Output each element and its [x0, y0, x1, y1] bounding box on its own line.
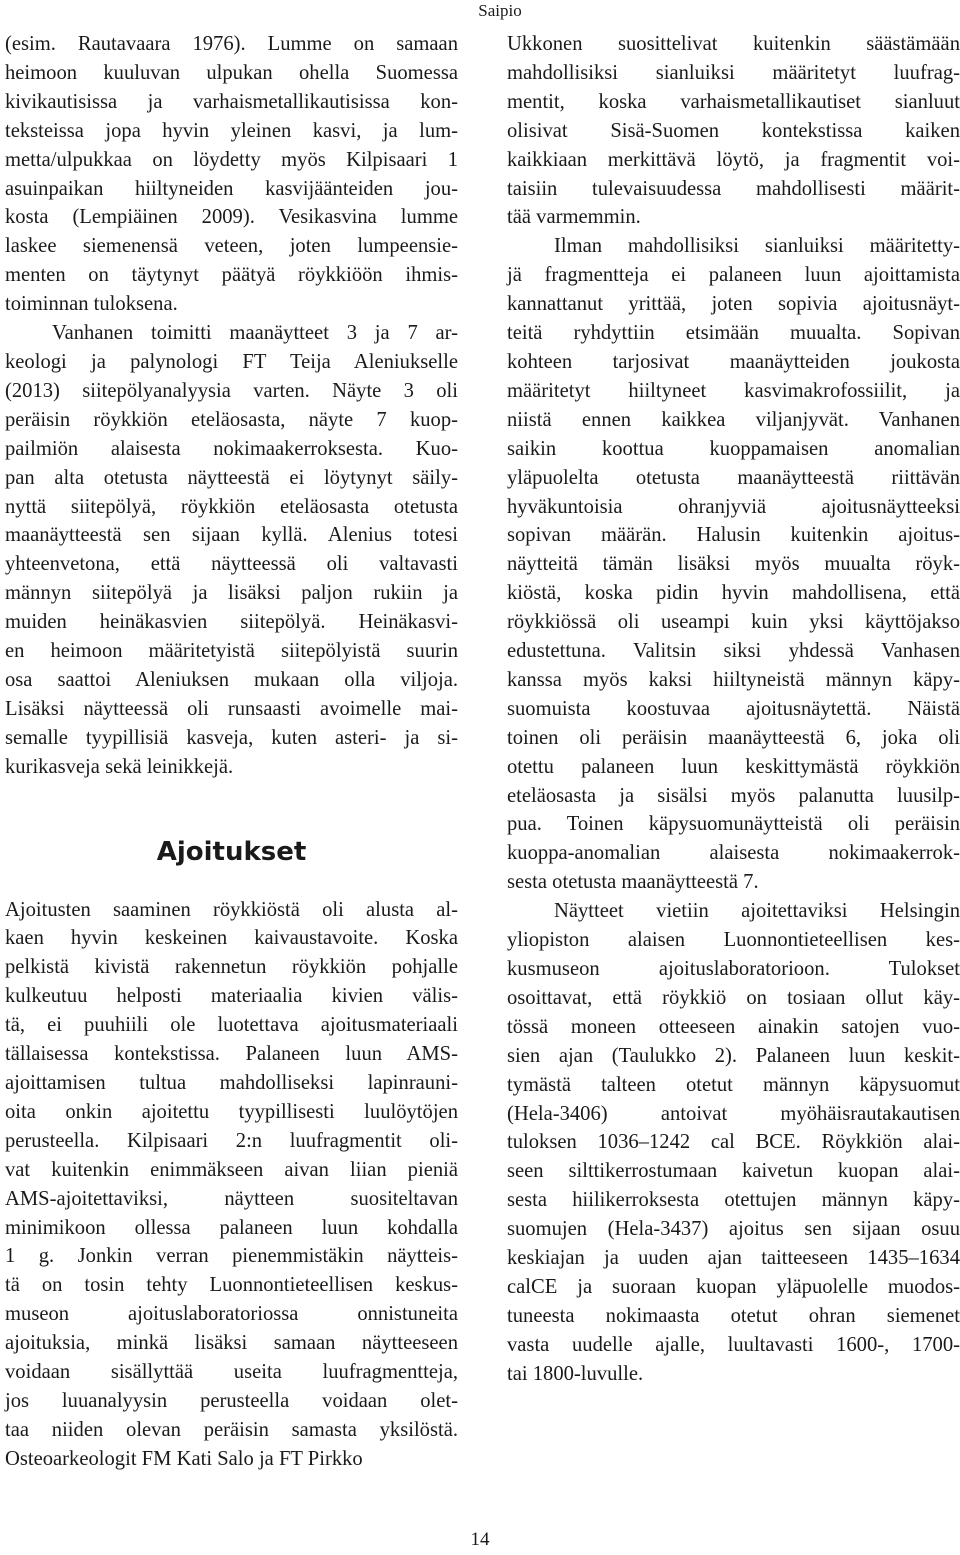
- text-line: kulkeutuu helposti materiaalia kivien välis-: [5, 985, 458, 1008]
- text-line: pua. Toinen käpysuomunäytteistä oli peräisin: [507, 813, 960, 836]
- text-line: kusmuseon ajoituslaboratorioon. Tulokset: [507, 958, 960, 980]
- text-line: keskiajan ja uuden ajan taitteeseen 1435–1634: [507, 1247, 960, 1270]
- text-line: osoittavat, että röykkiö on tosiaan ollut käy-: [507, 986, 960, 1009]
- text-line: tä on tosin tehty Luonnontieteellisen keskus-: [5, 1274, 458, 1297]
- text-line: tössä moneen otteeseen ainakin satojen vuo-: [507, 1015, 960, 1038]
- text-line: oita onkin ajoitettu tyypillisesti luulöytöjen: [5, 1100, 458, 1123]
- text-line: seen silttikerrostumaan kaivetun kuopan alai-: [507, 1160, 960, 1183]
- text-line: jos luuanalyysin perusteella voidaan olet-: [5, 1389, 458, 1412]
- text-line: tymästä talteen otetut männyn käpysuomut: [507, 1073, 960, 1096]
- section-heading-ajoitukset: Ajoitukset: [156, 836, 307, 867]
- text-line: edustettuna. Valitsin siksi yhdessä Vanhasen: [507, 640, 960, 663]
- text-line: röykkiössä oli useampi kuin yksi käyttöjakso: [507, 611, 960, 634]
- paragraph-ukkonen: [507, 30, 960, 232]
- text-line: teitä ryhdyttiin etsimään muualta. Sopivan: [507, 322, 960, 345]
- text-line: calCE ja suoraan kuopan yläpuolelle muodos-: [507, 1275, 960, 1298]
- text-line: mahdollisiksi sianluiksi määritetyt luufrag-: [507, 61, 960, 84]
- text-line: kivikautisissa ja varhaismetallikautisissa kon-: [5, 90, 458, 113]
- text-line: maanäytteestä sen sijaan kyllä. Alenius totesi: [5, 524, 458, 547]
- text-line: toinen oli peräisin maanäytteestä 6, joka oli: [507, 726, 960, 749]
- text-line: sesta hiilikerroksesta otettujen männyn käpy-: [507, 1189, 960, 1212]
- text-line: museon ajoituslaboratoriossa onnistuneita: [5, 1303, 458, 1326]
- text-line: voidaan sisällyttää useita luufragmentteja,: [5, 1361, 458, 1384]
- text-line: tuneesta nokimaasta otetut ohran siemenet: [507, 1304, 960, 1327]
- text-line: eteläosasta ja sisälsi myös palanutta luusilp-: [507, 784, 960, 807]
- text-line: tä, ei puuhiili ole luotettava ajoitusmateriaali: [5, 1014, 458, 1037]
- text-line: suomuista koostuvaa ajoitusnäytettä. Näistä: [507, 697, 960, 720]
- text-line: Ukkonen suosittelivat kuitenkin säästämään: [507, 33, 960, 55]
- text-line: en heimoon määritetyistä siitepölyistä suurin: [5, 640, 458, 663]
- text-line: vat kuitenkin enimmäkseen aivan liian pieniä: [5, 1158, 458, 1181]
- running-header: Saipio: [478, 1, 522, 20]
- text-line: kaikkiaan merkittävä löytö, ja fragmentit voi-: [507, 148, 960, 171]
- text-line: ajoituksia, minkä lisäksi samaan näytteeseen: [5, 1332, 458, 1355]
- page-number: 14: [470, 1529, 490, 1550]
- text-line: yliopiston alaisen Luonnontieteellisen kes-: [507, 929, 960, 952]
- text-line: saikin koottua kuoppamaisen anomalian: [507, 437, 960, 460]
- text-line: kohteen tarjosivat maanäytteiden joukosta: [507, 350, 960, 373]
- text-line: olisivat Sisä-Suomen kontekstissa kaiken: [507, 119, 960, 142]
- text-line: sien ajan (Taulukko 2). Palaneen luun keskit-: [507, 1044, 960, 1067]
- text-line: AMS-ajoitettaviksi, näytteen suositeltavan: [5, 1187, 458, 1210]
- text-line: minimikoon ollessa palaneen luun kohdalla: [5, 1216, 458, 1239]
- text-line: pelkistä kivistä rakennetun röykkiön pohjalle: [5, 956, 458, 979]
- paragraph-ilman: [507, 232, 960, 897]
- text-line: otettu palaneen luun keskittymästä röykkiön: [507, 755, 960, 778]
- text-line: (2013) siitepölyanalyysia varten. Näyte 3 oli: [5, 379, 458, 402]
- text-line: Lisäksi näytteessä oli runsaasti avoimelle mai-: [5, 697, 458, 720]
- text-line: peräisin röykkiön eteläosasta, näyte 7 kuop-: [5, 408, 458, 431]
- left-column: [5, 30, 458, 1474]
- text-line: männyn siitepölyä ja lisäksi paljon rukiin ja: [5, 582, 458, 605]
- text-line: yhteenvetona, että näytteessä oli valtavasti: [5, 553, 458, 576]
- text-line: laskee siemenensä veteen, joten lumpeensie-: [5, 235, 458, 258]
- text-line: tai 1800-luvulle.: [507, 1362, 644, 1385]
- text-line: Näytteet vietiin ajoitettaviksi Helsingin: [554, 900, 960, 923]
- text-line: yläpuolelta otetusta maanäytteestä riittävän: [507, 466, 960, 489]
- text-line: kuoppa-anomalian alaisesta nokimaakerrok-: [507, 842, 960, 865]
- text-line: muiden heinäkasvien siitepölyä. Heinäkasvi-: [5, 611, 458, 634]
- text-line: suomujen (Hela-3437) ajoitus sen sijaan osuu: [507, 1218, 960, 1241]
- text-line: niistä ennen kaikkea viljanjyvät. Vanhanen: [507, 408, 960, 431]
- text-line: kaen hyvin keskeinen kaivaustavoite. Koska: [5, 927, 458, 950]
- text-line: kanssa myös kaksi hiiltyneistä männyn käpy-: [507, 668, 960, 691]
- text-line: asuinpaikan hiiltyneiden kasvijäänteiden jou-: [5, 177, 458, 200]
- paragraph-vanhanen-samples: [5, 319, 458, 782]
- text-line: Vanhanen toimitti maanäytteet 3 ja 7 ar-: [52, 322, 458, 345]
- text-line: taa niiden olevan peräisin samasta yksilöstä.: [5, 1418, 458, 1441]
- text-line: määritetyt hiiltyneet kasvimakrofossiilit, ja: [507, 379, 960, 402]
- text-line: vasta uudelle ajalle, luultavasti 1600-, 1700-: [507, 1333, 960, 1356]
- text-line: menten on täytynyt päätyä röykkiöön ihmis-: [5, 264, 458, 287]
- paragraph-naytteet: [507, 897, 960, 1388]
- text-line: tuloksen 1036–1242 cal BCE. Röykkiön alai-: [507, 1131, 960, 1154]
- text-line: pan alta otetusta näytteestä ei löytynyt säily-: [5, 466, 458, 489]
- paragraph-ajoitusten: [5, 896, 458, 1474]
- text-line: tää varmemmin.: [507, 206, 641, 229]
- text-line: (esim. Rautavaara 1976). Lumme on samaan: [5, 33, 458, 55]
- text-line: kiöstä, koska pidin hyvin mahdollisena, että: [507, 582, 960, 605]
- text-line: keologi ja palynologi FT Teija Aleniukselle: [5, 350, 458, 373]
- text-line: Ajoitusten saaminen röykkiöstä oli alusta al-: [5, 898, 458, 921]
- text-line: mentit, koska varhaismetallikautiset sianluut: [507, 90, 960, 113]
- text-line: Ilman mahdollisiksi sianluiksi määritetty-: [554, 235, 960, 258]
- text-line: heimoon kuuluvan ulpukan ohella Suomessa: [5, 61, 458, 84]
- text-line: metta/ulpukkaa on löydetty myös Kilpisaari 1: [5, 148, 458, 171]
- text-line: hyväkuntoisia ohranjyviä ajoitusnäytteeksi: [507, 495, 960, 518]
- text-line: semalle tyypillisiä kasveja, kuten asteri- ja si-: [5, 726, 458, 749]
- text-line: kosta (Lempiäinen 2009). Vesikasvina lumme: [5, 206, 458, 229]
- text-line: kurikasveja sekä leinikkejä.: [5, 755, 234, 778]
- text-line: jä fragmentteja ei palaneen luun ajoittamista: [507, 264, 960, 287]
- right-column: [507, 30, 960, 1389]
- text-line: osa saattoi Aleniuksen mukaan olla viljoja.: [5, 668, 458, 691]
- text-line: pailmiön alaisesta nokimaakerroksesta. Kuo-: [5, 437, 458, 460]
- text-line: kannattanut yrittää, joten sopivia ajoitusnäyt-: [507, 293, 960, 316]
- text-line: nyttä siitepölyä, röykkiön eteläosasta otetusta: [5, 495, 458, 518]
- text-line: tällaisessa kontekstissa. Palaneen luun AMS-: [5, 1043, 458, 1066]
- text-line: toiminnan tuloksena.: [5, 293, 178, 316]
- text-line: teksteissa jopa hyvin yleinen kasvi, ja lum-: [5, 119, 458, 142]
- text-line: 1 g. Jonkin verran pienemmistäkin näytteis-: [5, 1245, 458, 1268]
- text-line: taisiin tulevaisuudessa mahdollisesti määrit-: [507, 177, 960, 200]
- text-line: ajoittamisen tultua mahdolliseksi lapinrauni-: [5, 1072, 458, 1094]
- text-line: perusteella. Kilpisaari 2:n luufragmentit oli-: [5, 1129, 458, 1152]
- text-line: sesta otetusta maanäytteestä 7.: [507, 871, 759, 894]
- text-line: sopivan määrän. Halusin kuitenkin ajoitus-: [507, 524, 960, 547]
- text-line: (Hela-3406) antoivat myöhäisrautakautisen: [507, 1102, 960, 1125]
- paragraph-lumme: [5, 30, 458, 319]
- text-line: näytteitä tämän lisäksi myös muualta röyk-: [507, 553, 960, 576]
- text-line: Osteoarkeologit FM Kati Salo ja FT Pirkko: [5, 1447, 363, 1470]
